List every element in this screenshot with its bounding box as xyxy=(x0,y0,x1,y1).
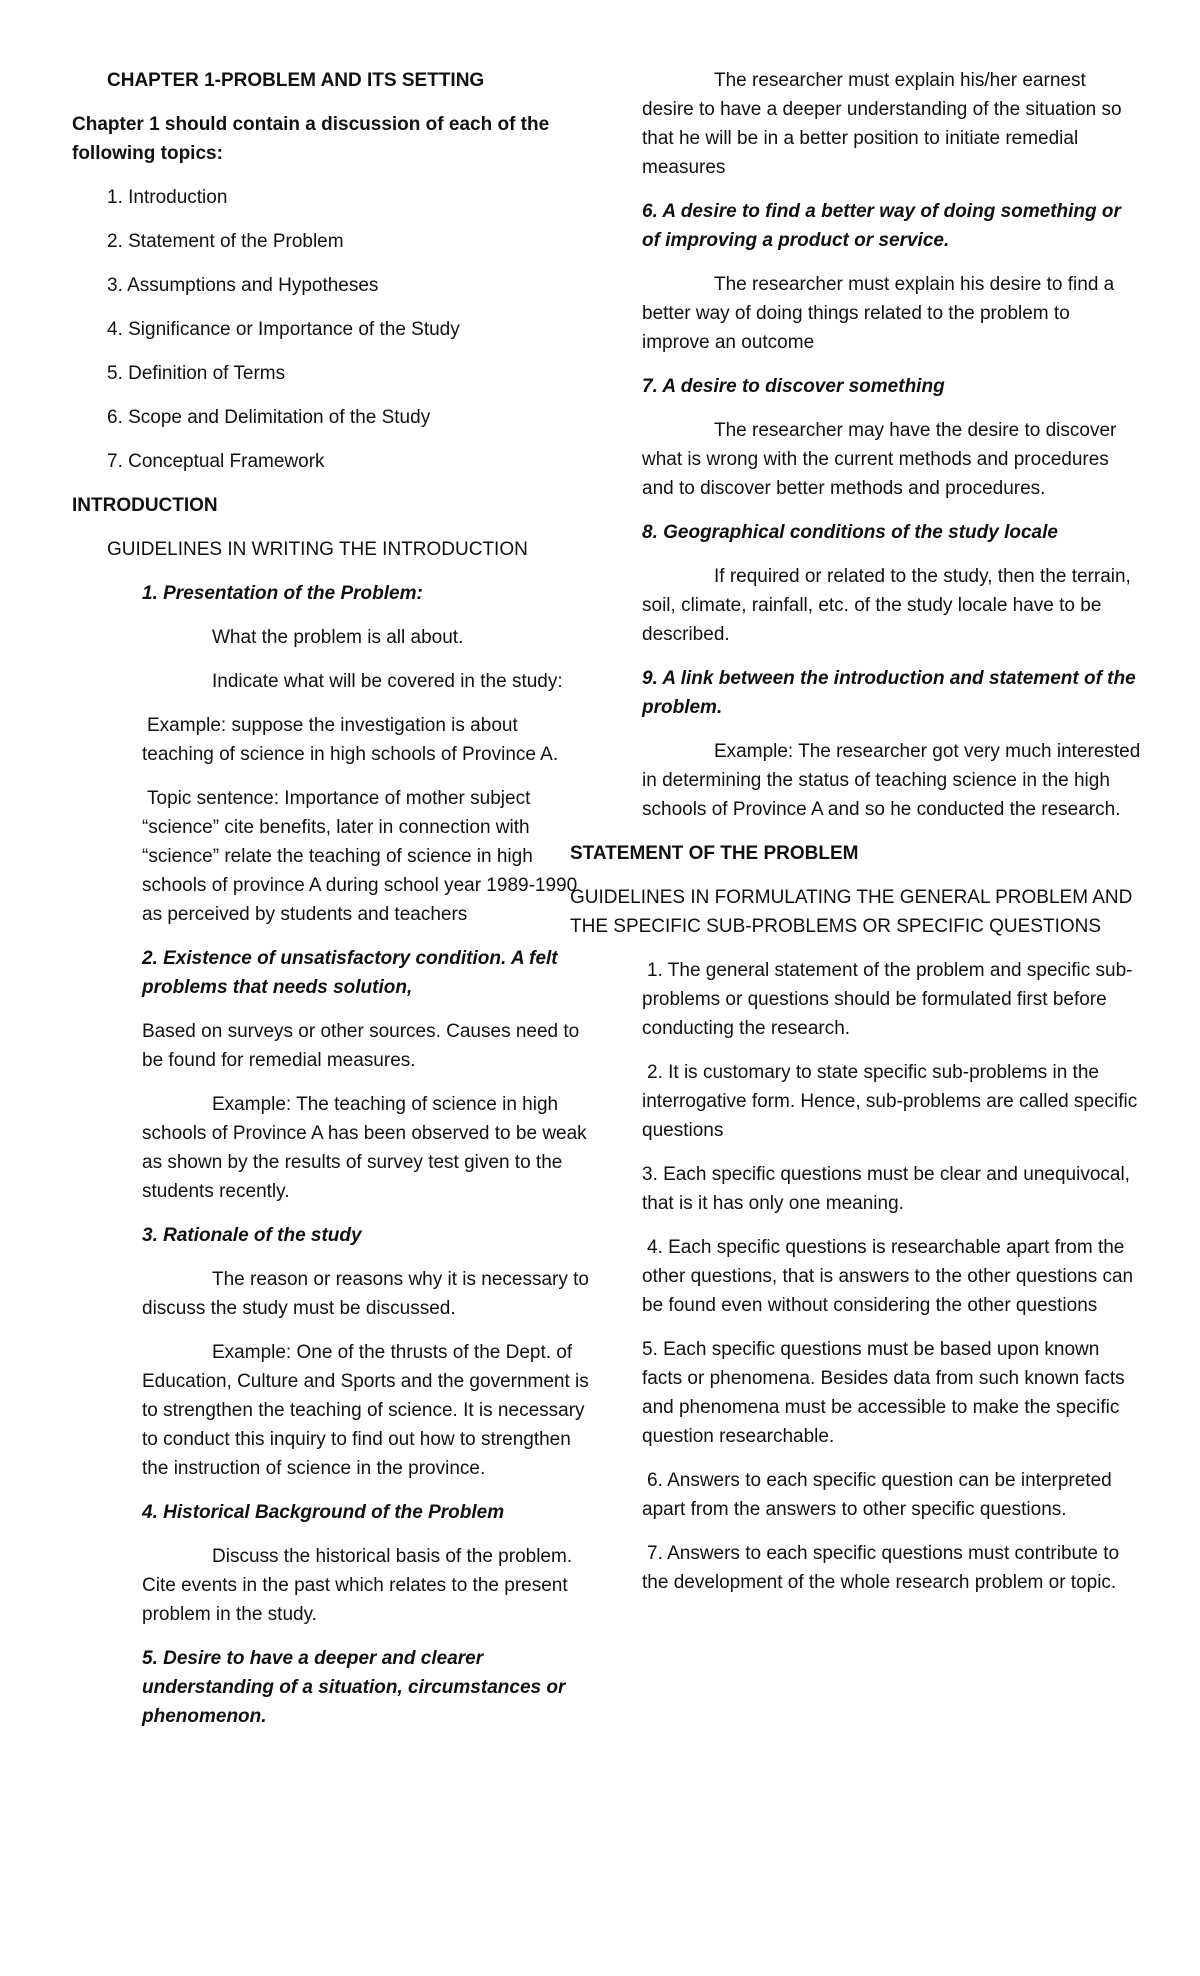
guideline-6-paragraph: The researcher must explain his desire to find a better way of doing things related to the problem to improve an outcome xyxy=(642,274,1115,353)
guideline-4-heading: 4. Historical Background of the Problem xyxy=(142,1502,505,1523)
guideline-9-example: Example: The researcher got very much interested in determining the status of teaching science in the high schools of Province A and so he conducted the research. xyxy=(642,741,1141,820)
list-item: 1. Introduction xyxy=(107,187,228,208)
list-item: 7. Conceptual Framework xyxy=(107,451,325,472)
guideline-2-example: Example: The teaching of science in high schools of Province A has been observed to be weak as shown by the results of survey test given to the students recently. xyxy=(142,1094,587,1202)
guideline-6-heading: 6. A desire to find a better way of doing something or of improving a product or service. xyxy=(642,201,1121,251)
list-item: 4. Significance or Importance of the Study xyxy=(107,319,460,340)
statement-of-problem-heading: STATEMENT OF THE PROBLEM xyxy=(570,843,859,864)
guideline-1-paragraph: Indicate what will be covered in the study: xyxy=(212,671,563,692)
statement-of-problem-guidelines-heading: GUIDELINES IN FORMULATING THE GENERAL PROBLEM AND THE SPECIFIC SUB-PROBLEMS OR SPECIFIC QUESTIONS xyxy=(570,887,1133,937)
guideline-5-heading: 5. Desire to have a deeper and clearer understanding of a situation, circumstances or phenomenon. xyxy=(142,1648,566,1727)
guideline-3-paragraph: The reason or reasons why it is necessary to discuss the study must be discussed. xyxy=(142,1269,590,1319)
introduction-heading: INTRODUCTION xyxy=(72,495,218,516)
guideline-7-paragraph: The researcher may have the desire to discover what is wrong with the current methods and procedures and to discover better methods and procedures. xyxy=(642,420,1117,499)
list-item: 2. It is customary to state specific sub-problems in the interrogative form. Hence, sub-problems are called specific questions xyxy=(642,1062,1138,1141)
statement-of-problem-section xyxy=(570,839,1142,941)
guideline-4-paragraph: Discuss the historical basis of the problem. Cite events in the past which relates to the present problem in the study. xyxy=(142,1546,573,1625)
list-item: 2. Statement of the Problem xyxy=(107,231,344,252)
guideline-3-example: Example: One of the thrusts of the Dept. of Education, Culture and Sports and the government is to strengthen the teaching of science. It is necessary to conduct this inquiry to find out how to strengthen the instruction of science in the province. xyxy=(142,1342,589,1479)
right-column xyxy=(570,66,1142,1612)
list-item: 1. The general statement of the problem and specific sub-problems or questions should be formulated first before conducting the research. xyxy=(642,960,1133,1039)
left-column xyxy=(72,66,592,1746)
list-item: 5. Definition of Terms xyxy=(107,363,286,384)
guideline-2-paragraph: Based on surveys or other sources. Causes need to be found for remedial measures. xyxy=(142,1021,580,1071)
guideline-8-paragraph: If required or related to the study, then the terrain, soil, climate, rainfall, etc. of the study locale have to be described. xyxy=(642,566,1131,645)
guideline-1-example: Example: suppose the investigation is about teaching of science in high schools of Province A. xyxy=(142,715,559,765)
list-item: 4. Each specific questions is researchable apart from the other questions, that is answers to the other questions can be found even without considering the other questions xyxy=(642,1237,1134,1316)
statement-guidelines-list xyxy=(642,956,1142,1597)
topics-list xyxy=(72,183,592,476)
chapter-intro-text: Chapter 1 should contain a discussion of each of the following topics: xyxy=(72,114,550,164)
guideline-3-heading: 3. Rationale of the study xyxy=(142,1225,362,1246)
guideline-1-heading: 1. Presentation of the Problem: xyxy=(142,583,423,604)
list-item: 5. Each specific questions must be based upon known facts or phenomena. Besides data from such known facts and phenomena must be accessible to make the specific question researchable. xyxy=(642,1339,1125,1447)
list-item: 6. Scope and Delimitation of the Study xyxy=(107,407,431,428)
guideline-1-paragraph: What the problem is all about. xyxy=(212,627,464,648)
guideline-1-topic-sentence: Topic sentence: Importance of mother subject “science” cite benefits, later in connection with “science” relate the teaching of science in high schools of province A during school year 1989-1990 as perceived by students and teachers xyxy=(142,788,578,925)
guideline-8-heading: 8. Geographical conditions of the study locale xyxy=(642,522,1058,543)
list-item: 3. Assumptions and Hypotheses xyxy=(107,275,379,296)
introduction-guidelines-heading: GUIDELINES IN WRITING THE INTRODUCTION xyxy=(107,539,528,560)
chapter-title: CHAPTER 1-PROBLEM AND ITS SETTING xyxy=(107,70,485,91)
guideline-7-heading: 7. A desire to discover something xyxy=(642,376,945,397)
introduction-guidelines xyxy=(142,579,592,1731)
guideline-5-paragraph: The researcher must explain his/her earnest desire to have a deeper understanding of the situation so that he will be in a better position to initiate remedial measures xyxy=(642,70,1122,178)
list-item: 7. Answers to each specific questions must contribute to the development of the whole research problem or topic. xyxy=(642,1543,1120,1593)
list-item: 3. Each specific questions must be clear and unequivocal, that is it has only one meaning. xyxy=(642,1164,1130,1214)
guideline-9-heading: 9. A link between the introduction and statement of the problem. xyxy=(642,668,1136,718)
guideline-2-heading: 2. Existence of unsatisfactory condition. A felt problems that needs solution, xyxy=(142,948,558,998)
list-item: 6. Answers to each specific question can be interpreted apart from the answers to other specific questions. xyxy=(642,1470,1112,1520)
